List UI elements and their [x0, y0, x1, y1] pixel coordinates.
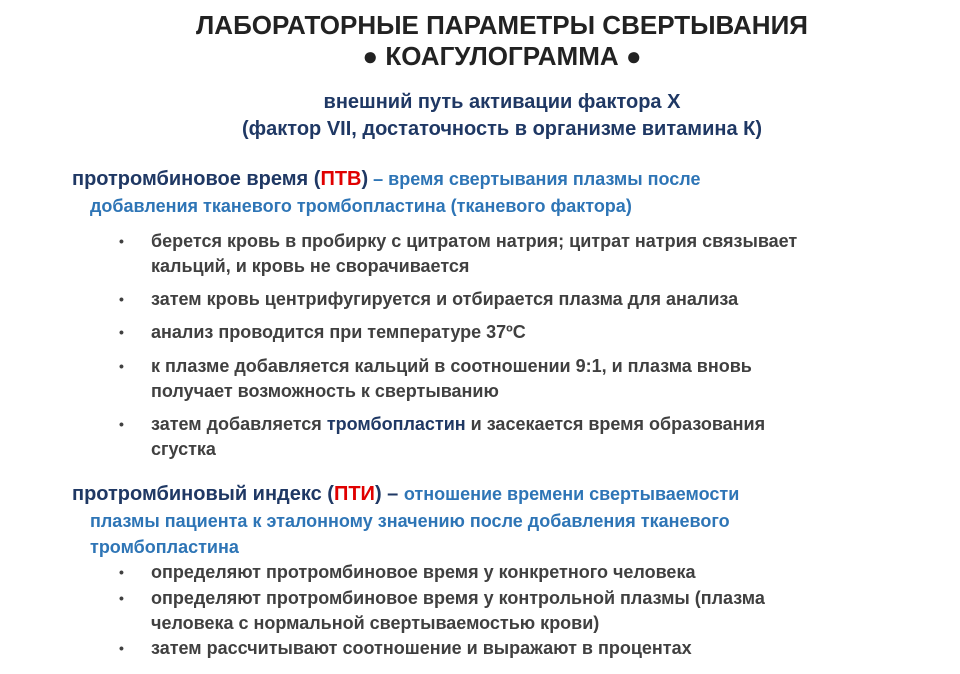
pti-description-1: отношение времени свертываемости: [403, 484, 740, 504]
subtitle-line-1: внешний путь активации фактора Х: [323, 91, 681, 113]
bullet-text-line: получает возможность к свертыванию: [151, 381, 499, 401]
bullet-text-line: к плазме добавляется кальций в соотношении 9:1, и плазма вновь: [151, 356, 752, 376]
title-line-2: ● КОАГУЛОГРАММА ●: [362, 41, 642, 71]
ptv-abbr: ПТВ: [320, 168, 362, 190]
pti-description-2: [90, 508, 930, 560]
bullet-text-line: берется кровь в пробирку с цитратом натрия; цитрат натрия связывает: [151, 231, 798, 251]
subtitle-line-2: (фактор VII, достаточность в организме витамина К): [242, 118, 762, 140]
bullet-icon: •: [119, 564, 124, 580]
bullet-text-line: человека с нормальной свертываемостью крови): [151, 613, 600, 633]
pti-heading: [72, 481, 932, 508]
bullet-text-segment: и засекается время образования: [465, 414, 766, 434]
pti-dash: –: [381, 483, 404, 505]
ptv-description-1: время свертывания плазмы после: [388, 169, 701, 189]
bullet-text-segment: затем добавляется: [151, 414, 327, 434]
ptv-heading: [72, 166, 932, 193]
slide-subtitle: [0, 89, 960, 143]
bullet-icon: •: [119, 233, 124, 249]
bullet-text-line: анализ проводится при температуре 37ºС: [151, 322, 526, 342]
pti-close-paren: ): [374, 483, 382, 505]
title-line-1: ЛАБОРАТОРНЫЕ ПАРАМЕТРЫ СВЕРТЫВАНИЯ: [196, 10, 808, 40]
ptv-close-paren: ): [361, 168, 369, 190]
bullet-icon: •: [119, 324, 124, 340]
pti-abbr: ПТИ: [333, 483, 375, 505]
bullet-icon: •: [119, 358, 124, 374]
pti-description-line: плазмы пациента к эталонному значению после добавления тканевого: [90, 511, 730, 531]
slide-title: [0, 10, 960, 72]
bullet-text-line: определяют протромбиновое время у контрольной плазмы (плазма: [151, 588, 765, 608]
pti-description-line: тромбопластина: [90, 537, 239, 557]
bullet-text-line: определяют протромбиновое время у конкретного человека: [151, 562, 696, 582]
pti-term: протромбиновый индекс (: [72, 483, 334, 505]
ptv-description-2: добавления тканевого тромбопластина (тканевого фактора): [90, 196, 632, 216]
bullet-text-line: затем рассчитывают соотношение и выражают в процентах: [151, 638, 692, 658]
ptv-term: протромбиновое время (: [72, 168, 321, 190]
bullet-text-line: сгустка: [151, 439, 216, 459]
thromboplastin-highlight: тромбопластин: [326, 414, 466, 434]
bullet-icon: •: [119, 590, 124, 606]
bullet-icon: •: [119, 416, 124, 432]
bullet-icon: •: [119, 291, 124, 307]
ptv-dash: –: [368, 169, 389, 189]
bullet-icon: •: [119, 640, 124, 656]
bullet-text-line: затем кровь центрифугируется и отбирается плазма для анализа: [151, 289, 739, 309]
bullet-text-line: кальций, и кровь не сворачивается: [151, 256, 470, 276]
